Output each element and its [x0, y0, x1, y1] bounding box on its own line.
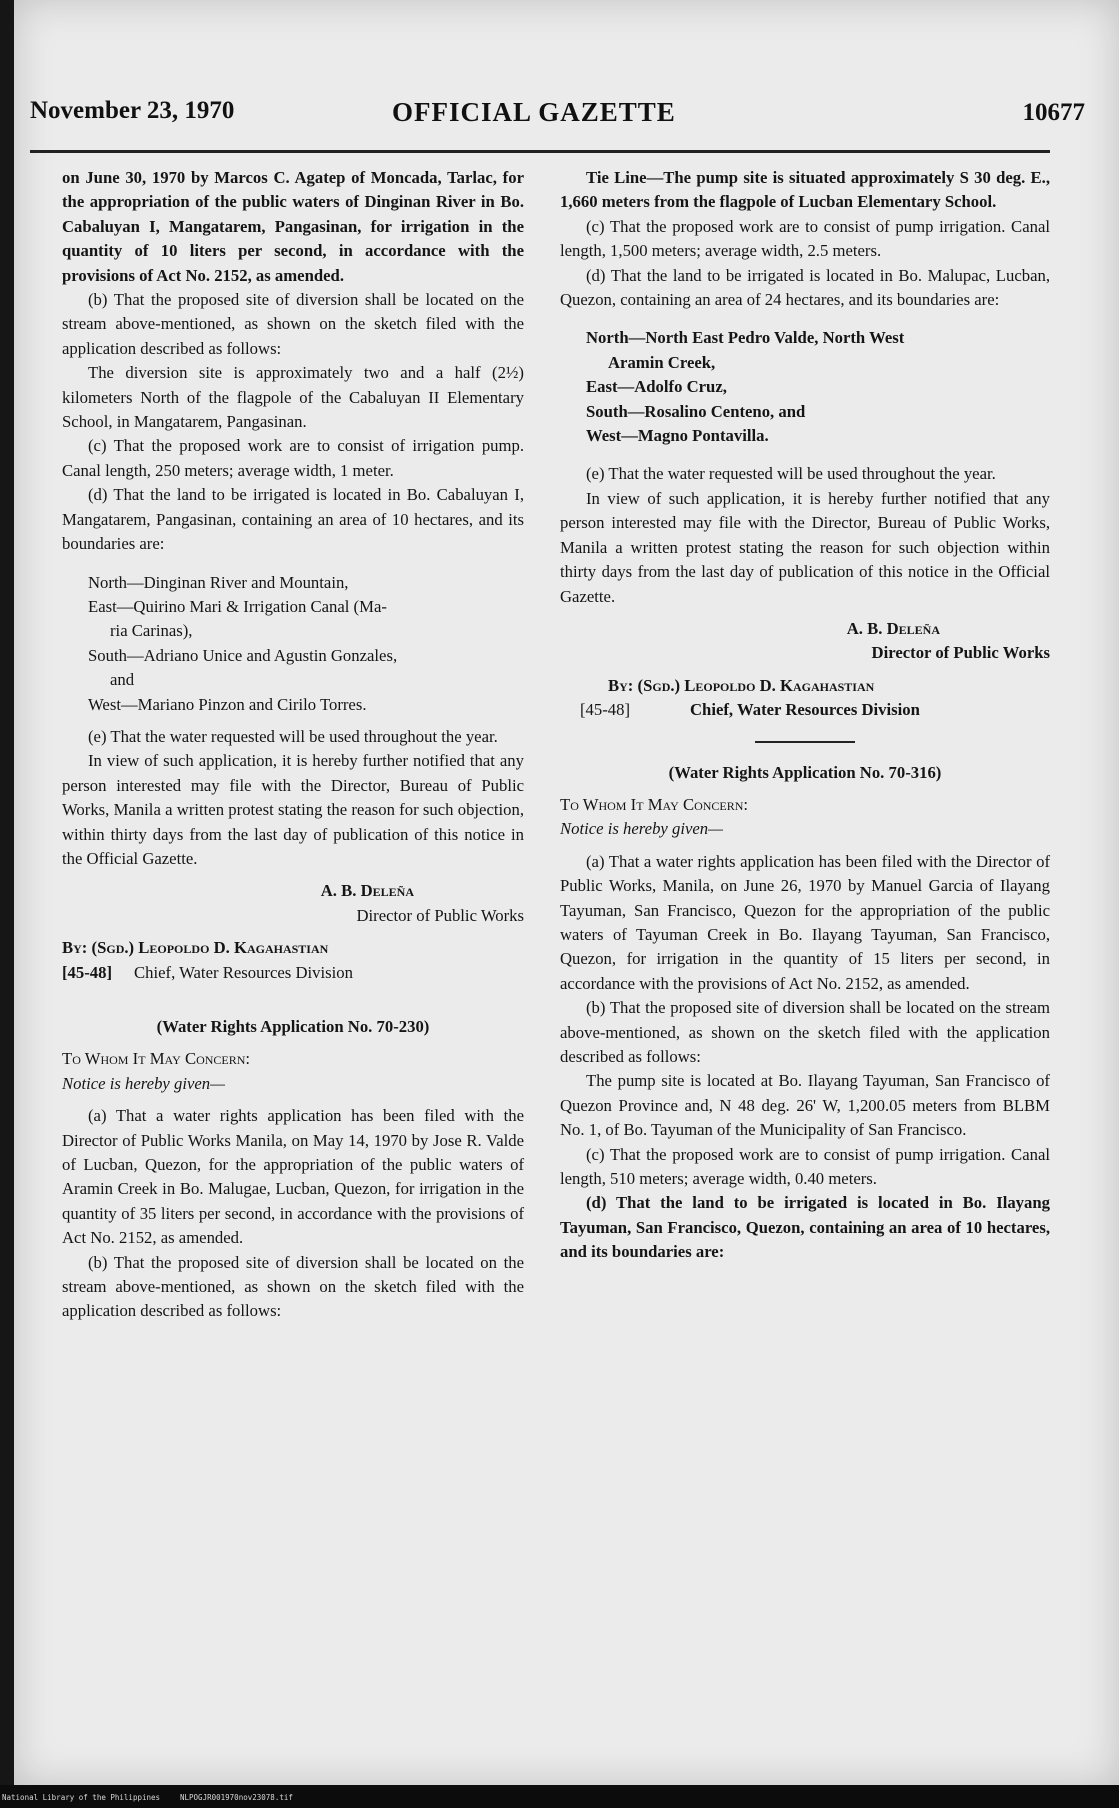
protest-notice: In view of such application, it is hereby further notified that any person interested may file with the Director, Bureau of Public Works, Manila a written protest stating the reason for such objection within thirty days from the last day of publication of this notice in the Official Gazette.	[560, 488, 1050, 606]
application-paragraph-c: (c) That the proposed work are to consist of pump irrigation. Canal length, 510 meters; average width, 0.40 meters.	[560, 1144, 1050, 1189]
boundary-west: West—Magno Pontavilla.	[586, 426, 769, 446]
header-date: November 23, 1970	[30, 97, 235, 124]
application-paragraph-b: (b) That the proposed site of diversion shall be located on the stream above-mentioned, as shown on the sketch filed with the application described as follows:	[62, 1252, 524, 1321]
application-heading: (Water Rights Application No. 70-230)	[156, 1017, 430, 1036]
page-header	[30, 97, 1090, 137]
footer-file: NLPOGJR001970nov23078.tif	[180, 1793, 293, 1802]
notice-paragraph-e: (e) That the water requested will be used throughout the year.	[88, 726, 498, 746]
boundary-east: East—Adolfo Cruz,	[586, 377, 727, 397]
boundary-east-cont: ria Carinas),	[110, 621, 193, 641]
application-paragraph-a: (a) That a water rights application has been filed with the Director of Public Works Manila, on May 14, 1970 by Jose R. Valde of Lucban, Quezon, for the appropriation of the public waters of Aramin Creek in Bo. Malugae, Lucban, Quezon, for irrigation in the quantity of 35 liters per second, in accordance with the provisions of Act No. 2152, as amended.	[62, 1106, 524, 1248]
section-divider	[755, 741, 855, 743]
boundary-west: West—Mariano Pinzon and Cirilo Torres.	[88, 694, 367, 714]
notice-paragraph-c: (c) That the proposed work are to consist of irrigation pump. Canal length, 250 meters; average width, 1 meter.	[62, 436, 524, 480]
application-paragraph-e: (e) That the water requested will be used throughout the year.	[586, 464, 996, 484]
pump-site: The pump site is located at Bo. Ilayang Tayuman, San Francisco of Quezon Province and, N 48 deg. 26' W, 1,200.05 meters from BLBM No. 1, of Bo. Tayuman of the Municipality of San Francisco.	[560, 1071, 1050, 1140]
signatory-title: Director of Public Works	[871, 643, 1050, 663]
application-paragraph-d: (d) That the land to be irrigated is located in Bo. Malupac, Lucban, Quezon, containing an area of 24 hectares, and its boundaries are:	[560, 265, 1050, 310]
protest-notice: In view of such application, it is hereby further notified that any person interested may file with the Director, Bureau of Public Works, Manila a written protest stating the reason for such objection, within thirty days from the last day of publication of this notice in the Official Gazette.	[62, 751, 524, 868]
diversion-site: The diversion site is approximately two and a half (2½) kilometers North of the flagpole of the Cabaluyan II Elementary School, in Mangatarem, Pangasinan.	[62, 363, 524, 432]
boundary-south: South—Adriano Unice and Agustin Gonzales,	[88, 645, 398, 665]
application-paragraph-c: (c) That the proposed work are to consist of pump irrigation. Canal length, 1,500 meters; average width, 2.5 meters.	[560, 216, 1050, 261]
right-column	[560, 166, 1050, 1265]
boundary-north: North—Dinginan River and Mountain,	[88, 572, 349, 592]
signed-by: By: (Sgd.) Leopoldo D. Kagahastian	[608, 675, 875, 695]
signatory-name: A. B. Deleña	[846, 618, 940, 638]
boundary-south-cont: and	[110, 670, 135, 690]
application-paragraph-b: (b) That the proposed site of diversion shall be located on the stream above-mentioned, as shown on the sketch filed with the application described as follows:	[560, 998, 1050, 1066]
signed-by-title: Chief, Water Resources Division	[134, 962, 353, 982]
boundary-south: South—Rosalino Centeno, and	[586, 401, 806, 421]
signed-by: By: (Sgd.) Leopoldo D. Kagahastian	[62, 938, 329, 958]
header-rule	[30, 150, 1050, 153]
issue-tag: [45-48]	[580, 700, 631, 720]
tie-line: Tie Line—The pump site is situated approximately S 30 deg. E., 1,660 meters from the flagpole of Lucban Elementary School.	[560, 168, 1050, 212]
application-paragraph-a: (a) That a water rights application has been filed with the Director of Public Works, Manila, on June 26, 1970 by Manuel Garcia of Ilayang Tayuman, San Francisco, Quezon for the appropriation of the public waters of Tayuman Creek in Bo. Ilayang Tayuman, San Francisco, Quezon, for irrigation in the quantity of 15 liters per second, in accordance with the provisions of Act No. 2152, as amended.	[560, 851, 1050, 993]
notice-paragraph-b: (b) That the proposed site of diversion shall be located on the stream above-mentioned, as shown on the sketch filed with the application described as follows:	[62, 290, 524, 358]
notice-given: Notice is hereby given—	[560, 819, 723, 839]
boundaries-list	[62, 571, 524, 717]
signatory-title: Director of Public Works	[356, 905, 524, 925]
left-column	[62, 166, 524, 1324]
application-heading: (Water Rights Application No. 70-316)	[668, 762, 942, 782]
boundary-north: North—North East Pedro Valde, North West	[586, 328, 905, 348]
signed-by-title: Chief, Water Resources Division	[690, 700, 920, 720]
boundary-north-cont: Aramin Creek,	[608, 352, 716, 372]
header-page-number: 10677	[1022, 99, 1085, 126]
signatory-name: A. B. Deleña	[320, 881, 414, 901]
to-whom-heading: To Whom It May Concern:	[62, 1049, 251, 1069]
application-paragraph-d: (d) That the land to be irrigated is located in Bo. Ilayang Tayuman, San Francisco, Quezon, containing an area of 10 hectares, and its boundaries are:	[560, 1193, 1050, 1262]
notice-given: Notice is hereby given—	[62, 1073, 225, 1093]
header-title: OFFICIAL GAZETTE	[392, 97, 676, 127]
issue-tag: [45-48]	[62, 962, 113, 982]
boundary-east: East—Quirino Mari & Irrigation Canal (Ma-	[88, 596, 387, 616]
scan-footer	[0, 1787, 1119, 1808]
notice-paragraph-d: (d) That the land to be irrigated is located in Bo. Cabaluyan I, Mangatarem, Pangasinan, containing an area of 10 hectares, and its boundaries are:	[62, 485, 524, 554]
to-whom-heading: To Whom It May Concern:	[560, 794, 749, 814]
scan-edge	[0, 0, 14, 1785]
boundaries-list	[560, 326, 1050, 448]
footer-source: National Library of the Philippines	[2, 1793, 161, 1802]
notice-paragraph-a: on June 30, 1970 by Marcos C. Agatep of Moncada, Tarlac, for the appropriation of the public waters of Dinginan River in Bo. Cabaluyan I, Mangatarem, Pangasinan, for irrigation in the quantity of 10 liters per second, in accordance with the provisions of Act No. 2152, as amended.	[62, 168, 524, 285]
